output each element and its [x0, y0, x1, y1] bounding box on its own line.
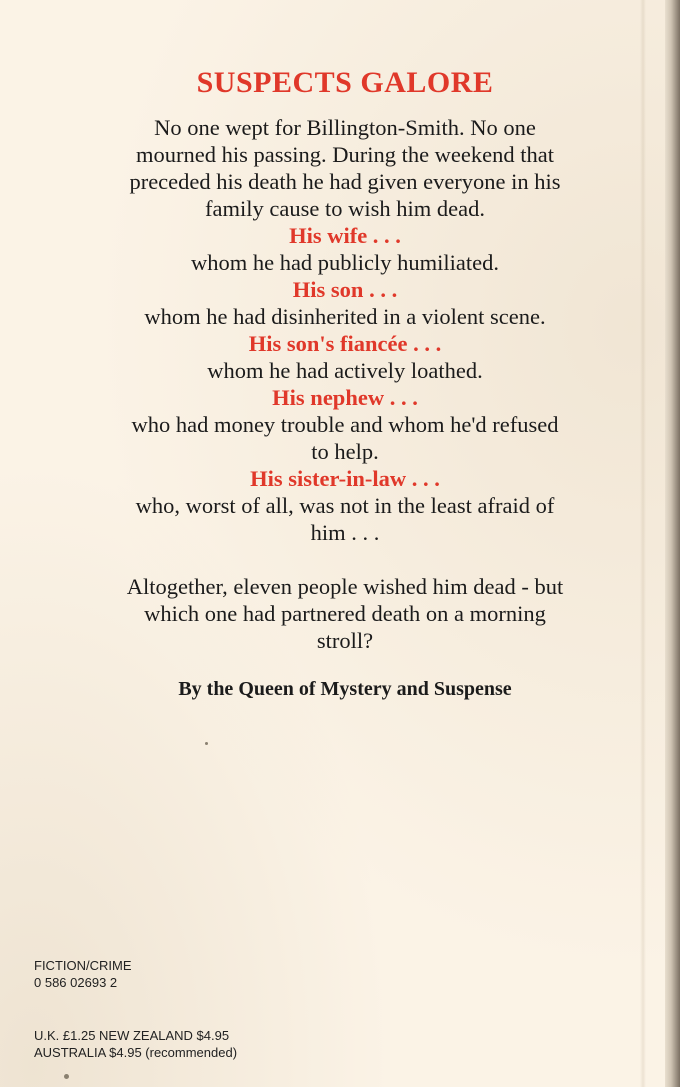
intro-line: preceded his death he had given everyone in his: [129, 169, 561, 194]
suspect-detail-son: whom he had disinherited in a violent scene.: [144, 304, 546, 329]
closing-line: Altogether, eleven people wished him dead - but: [126, 574, 564, 599]
byline: By the Queen of Mystery and Suspense: [178, 678, 512, 700]
headline: SUSPECTS GALORE: [196, 66, 494, 99]
intro-line: mourned his passing. During the weekend that: [135, 142, 555, 167]
suspect-heading-sister-in-law: His sister-in-law . . .: [250, 466, 440, 491]
spine-crease: [640, 0, 646, 1087]
price-line: U.K. £1.25 NEW ZEALAND $4.95: [34, 1028, 230, 1043]
intro-line: family cause to wish him dead.: [205, 196, 485, 221]
suspect-detail-sister-in-law: who, worst of all, was not in the least afraid of: [135, 493, 555, 518]
suspect-heading-nephew: His nephew . . .: [272, 385, 418, 410]
suspect-detail-nephew: to help.: [311, 439, 379, 464]
genre-label: FICTION/CRIME: [34, 958, 132, 973]
suspect-detail-sister-in-law: him . . .: [310, 520, 380, 545]
price-info: [34, 1027, 237, 1061]
suspect-heading-son: His son . . .: [292, 277, 398, 302]
suspect-heading-wife: His wife . . .: [289, 223, 401, 248]
suspect-detail-wife: whom he had publicly humiliated.: [190, 250, 500, 275]
intro-line: No one wept for Billington-Smith. No one: [154, 115, 536, 140]
isbn: 0 586 02693 2: [34, 975, 118, 990]
suspect-detail-nephew: who had money trouble and whom he'd refused: [131, 412, 559, 437]
paper-speck: [64, 1074, 69, 1079]
closing-line: which one had partnered death on a morning: [144, 601, 546, 626]
price-line: AUSTRALIA $4.95 (recommended): [34, 1045, 238, 1060]
suspect-heading-fiancee: His son's fiancée . . .: [248, 331, 442, 356]
catalog-info: [34, 957, 132, 991]
paper-speck: [205, 742, 208, 745]
spine-edge: [665, 0, 680, 1087]
suspect-detail-fiancee: whom he had actively loathed.: [207, 358, 483, 383]
closing-line: stroll?: [316, 628, 374, 653]
blurb: [80, 114, 610, 654]
